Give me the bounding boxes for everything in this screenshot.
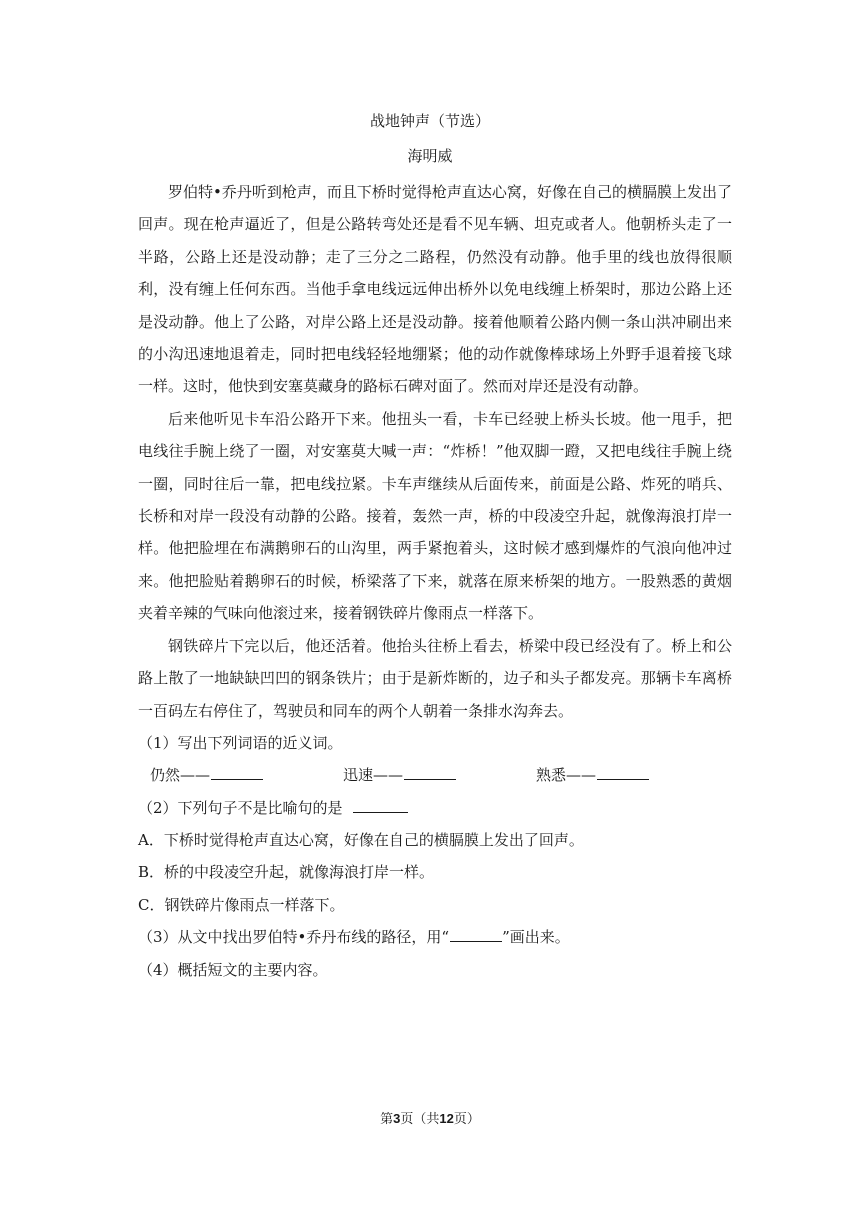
question-3-text-before: （3）从文中找出罗伯特•乔丹布线的路径，用“ [138,928,450,947]
question-4-prompt: （4）概括短文的主要内容。 [138,960,328,979]
question-1-synonym-row [138,759,732,791]
footer-middle: 页（共 [400,1112,440,1127]
synonym-word-3: 熟悉—— [536,766,597,785]
question-2-option-c: C．钢铁碎片像雨点一样落下。 [138,895,345,914]
synonym-word-2: 迅速—— [343,766,404,785]
answer-blank[interactable] [597,762,649,780]
answer-blank[interactable] [211,762,263,780]
question-2-text: （2）下列句子不是比喻句的是 [138,798,343,817]
question-1-prompt: （1）写出下列词语的近义词。 [138,733,343,752]
question-2-prompt [138,792,732,824]
synonym-item-1 [150,759,263,791]
synonym-item-3 [536,759,649,791]
paragraph-3: 钢铁碎片下完以后，他还活着。他抬头往桥上看去，桥梁中段已经没有了。桥上和公路上散了一地缺缺凹凹的钢条铁片；由于是新炸断的，边子和头子都发亮。那辆卡车离桥一百码左右停住了，驾驶员和同车的两个人朝着一条排水沟奔去。 [138,636,732,720]
answer-blank[interactable] [404,762,456,780]
footer-page-number: 3 [393,1111,401,1126]
question-2-option-a: A．下桥时觉得枪声直达心窝，好像在自己的横膈膜上发出了回声。 [138,831,584,850]
question-2-option-b: B．桥的中段凌空升起，就像海浪打岸一样。 [138,863,435,882]
page-footer [0,1110,860,1129]
question-3-prompt [138,921,732,953]
footer-prefix: 第 [380,1112,394,1127]
footer-total-pages: 12 [439,1111,454,1126]
article-author: 海明威 [407,147,453,165]
article-body [138,176,732,986]
answer-blank[interactable] [353,795,408,813]
paragraph-1: 罗伯特•乔丹听到枪声，而且下桥时觉得枪声直达心窝，好像在自己的横膈膜上发出了回声。现在枪声逼近了，但是公路转弯处还是看不见车辆、坦克或者人。他朝桥头走了一半路，公路上还是没动静；走了三分之二路程，仍然没有动静。他手里的线也放得很顺利，没有缠上任何东西。当他手拿电线远远伸出桥外以免电线缠上桥架时，那边公路上还是没动静。他上了公路，对岸公路上还是没动静。接着他顺着公路内侧一条山洪冲刷出来的小沟迅速地退着走，同时把电线轻轻地绷紧；他的动作就像棒球场上外野手退着接飞球一样。这时，他快到安塞莫藏身的路标石碑对面了。然而对岸还是没有动静。 [138,183,732,396]
synonym-word-1: 仍然—— [150,766,211,785]
synonym-item-2 [343,759,456,791]
underline-sample [450,924,502,942]
question-3-text-after: ”画出来。 [502,928,570,947]
footer-suffix: 页） [453,1112,480,1127]
article-title: 战地钟声（节选） [369,112,490,130]
paragraph-2: 后来他听见卡车沿公路开下来。他扭头一看，卡车已经驶上桥头长坡。他一甩手，把电线往手腕上绕了一圈，对安塞莫大喊一声：“炸桥！”他双脚一蹬，又把电线往手腕上绕一圈，同时往后一靠，把电线拉紧。卡车声继续从后面传来，前面是公路、炸死的哨兵、长桥和对岸一段没有动静的公路。接着，轰然一声，桥的中段凌空升起，就像海浪打岸一样。他把脸埋在布满鹅卵石的山沟里，两手紧抱着头，这时候才感到爆炸的气浪向他冲过来。他把脸贴着鹅卵石的时候，桥梁落了下来，就落在原来桥架的地方。一股熟悉的黄烟夹着辛辣的气味向他滚过来，接着钢铁碎片像雨点一样落下。 [138,409,732,623]
